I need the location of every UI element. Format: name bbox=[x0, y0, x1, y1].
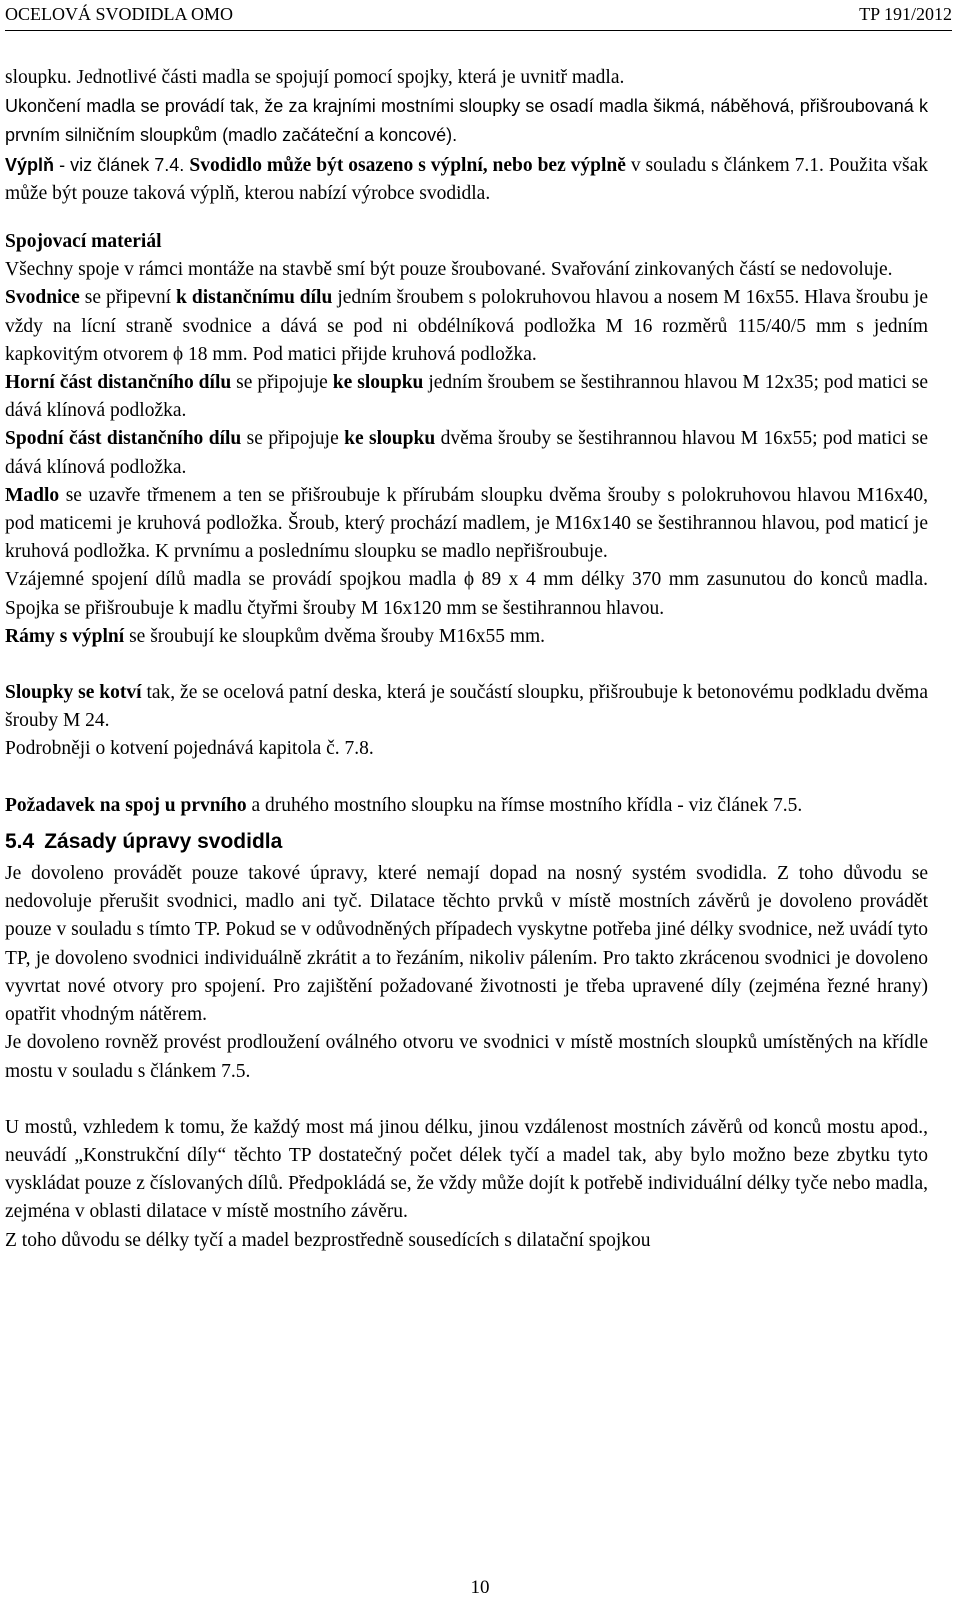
paragraph: Ukončení madla se provádí tak, že za krajními mostními sloupky se osadí madla šikmá, náběhová, přišroubovaná k prvním silničním sloupkům (madlo začáteční a koncové). bbox=[5, 96, 928, 146]
paragraph-vypln: Výplň - viz článek 7.4. Svodidlo může být osazeno s výplní, nebo bez výplně v souladu s článkem 7.1. Použita však může být pouze taková výplň, kterou nabízí výrobce svodidla. bbox=[5, 154, 928, 204]
header-title: OCELOVÁ SVODIDLA OMO bbox=[5, 4, 233, 24]
paragraph-sloupky: Sloupky se kotví tak, že se ocelová patní deska, která je součástí sloupku, přišroubuje k betonovému podkladu dvěma šrouby M 24. bbox=[5, 682, 928, 732]
subheading-spojovaci-material: Spojovací materiál bbox=[5, 231, 162, 253]
paragraph: Podrobněji o kotvení pojednává kapitola č. 7.8. bbox=[5, 738, 374, 760]
page-header bbox=[5, 0, 952, 31]
page-body bbox=[5, 64, 928, 1255]
page-number: 10 bbox=[470, 1577, 490, 1598]
paragraph: Je dovoleno provádět pouze takové úpravy, které nemají dopad na nosný systém svodidla. Z toho důvodu se nedovoluje přerušit svodnici, madlo ani tyč. Dilatace těchto prvků v místě mostních závěrů je dovoleno provádět pouze v souladu s tímto TP. Pokud se v odůvodněných případech vyskytne potřeba jiné délky svodnice, než uvádí tyto TP, je dovoleno svodnici individuálně zkrátit a to řezáním, nikoliv pálením. Pro takto zkrácenou svodnici je dovoleno vyvrtat nové otvory pro spojení. Pro zajištění požadované životnosti je třeba upravené díly (zejména řezné hrany) opatřit vhodným nátěrem. bbox=[5, 863, 928, 1026]
header-doc-number: TP 191/2012 bbox=[859, 4, 952, 24]
paragraph-svodnice: Svodnice se připevní k distančnímu dílu jedním šroubem s polokruhovou hlavou a nosem M 16x55. Hlava šroubu je vždy na lícní straně svodnice a dává se pod ni obdélníková podložka M 16 rozměrů 115/40/5 mm s jedním kapkovitým otvorem ϕ 18 mm. Pod matici přijde kruhová podložka. bbox=[5, 287, 928, 365]
paragraph-spodni-cast: Spodní část distančního dílu se připojuje ke sloupku dvěma šrouby se šestihrannou hlavou M 16x55; pod matici se dává klínová podložka. bbox=[5, 428, 928, 478]
paragraph-pozadavek: Požadavek na spoj u prvního a druhého mostního sloupku na římse mostního křídla - viz článek 7.5. bbox=[5, 794, 803, 816]
paragraph: Z toho důvodu se délky tyčí a madel bezprostředně sousedících s dilatační spojkou bbox=[5, 1229, 651, 1251]
paragraph: U mostů, vzhledem k tomu, že každý most má jinou délku, jinou vzdálenost mostních závěrů od konců mostu apod., neuvádí „Konstrukční díly“ těchto TP dostatečný počet délek tyčí a madel tak, aby bylo možno beze zbytku tyto vyskládat pouze z číslovaných dílů. Předpokládá se, že vždy může dojít k potřebě individuální délky tyče nebo madla, zejména v oblasti dilatace v místě mostního závěru. bbox=[5, 1116, 928, 1223]
paragraph-ramy: Rámy s výplní se šroubují ke sloupkům dvěma šrouby M16x55 mm. bbox=[5, 625, 546, 647]
paragraph: Všechny spoje v rámci montáže na stavbě smí být pouze šroubované. Svařování zinkovaných částí se nedovoluje. bbox=[5, 259, 893, 281]
paragraph: Vzájemné spojení dílů madla se provádí spojkou madla ϕ 89 x 4 mm délky 370 mm zasunutou do konců madla. Spojka se přišroubuje k madlu čtyřmi šrouby M 16x120 mm se šestihrannou hlavou. bbox=[5, 569, 928, 619]
paragraph-horni-cast: Horní část distančního dílu se připojuje ke sloupku jedním šroubem se šestihrannou hlavou M 12x35; pod matici se dává klínová podložka. bbox=[5, 372, 928, 422]
section-heading bbox=[5, 828, 928, 856]
paragraph: Je dovoleno rovněž provést prodloužení oválného otvoru ve svodnici v místě mostních sloupků umístěných na křídle mostu v souladu s článkem 7.5. bbox=[5, 1032, 928, 1082]
section-title: Zásady úpravy svodidla bbox=[44, 829, 283, 853]
paragraph: sloupku. Jednotlivé části madla se spojují pomocí spojky, která je uvnitř madla. bbox=[5, 67, 625, 88]
paragraph-madlo: Madlo se uzavře třmenem a ten se přišroubuje k přírubám sloupku dvěma šrouby s polokruhovou hlavou M16x40, pod maticemi je kruhová podložka. Šroub, který prochází madlem, je M16x140 se šestihrannou hlavou, pod maticí je kruhová podložka. K prvnímu a poslednímu sloupku se madlo nepřišroubuje. bbox=[5, 484, 928, 563]
section-number: 5.4 bbox=[5, 829, 35, 853]
